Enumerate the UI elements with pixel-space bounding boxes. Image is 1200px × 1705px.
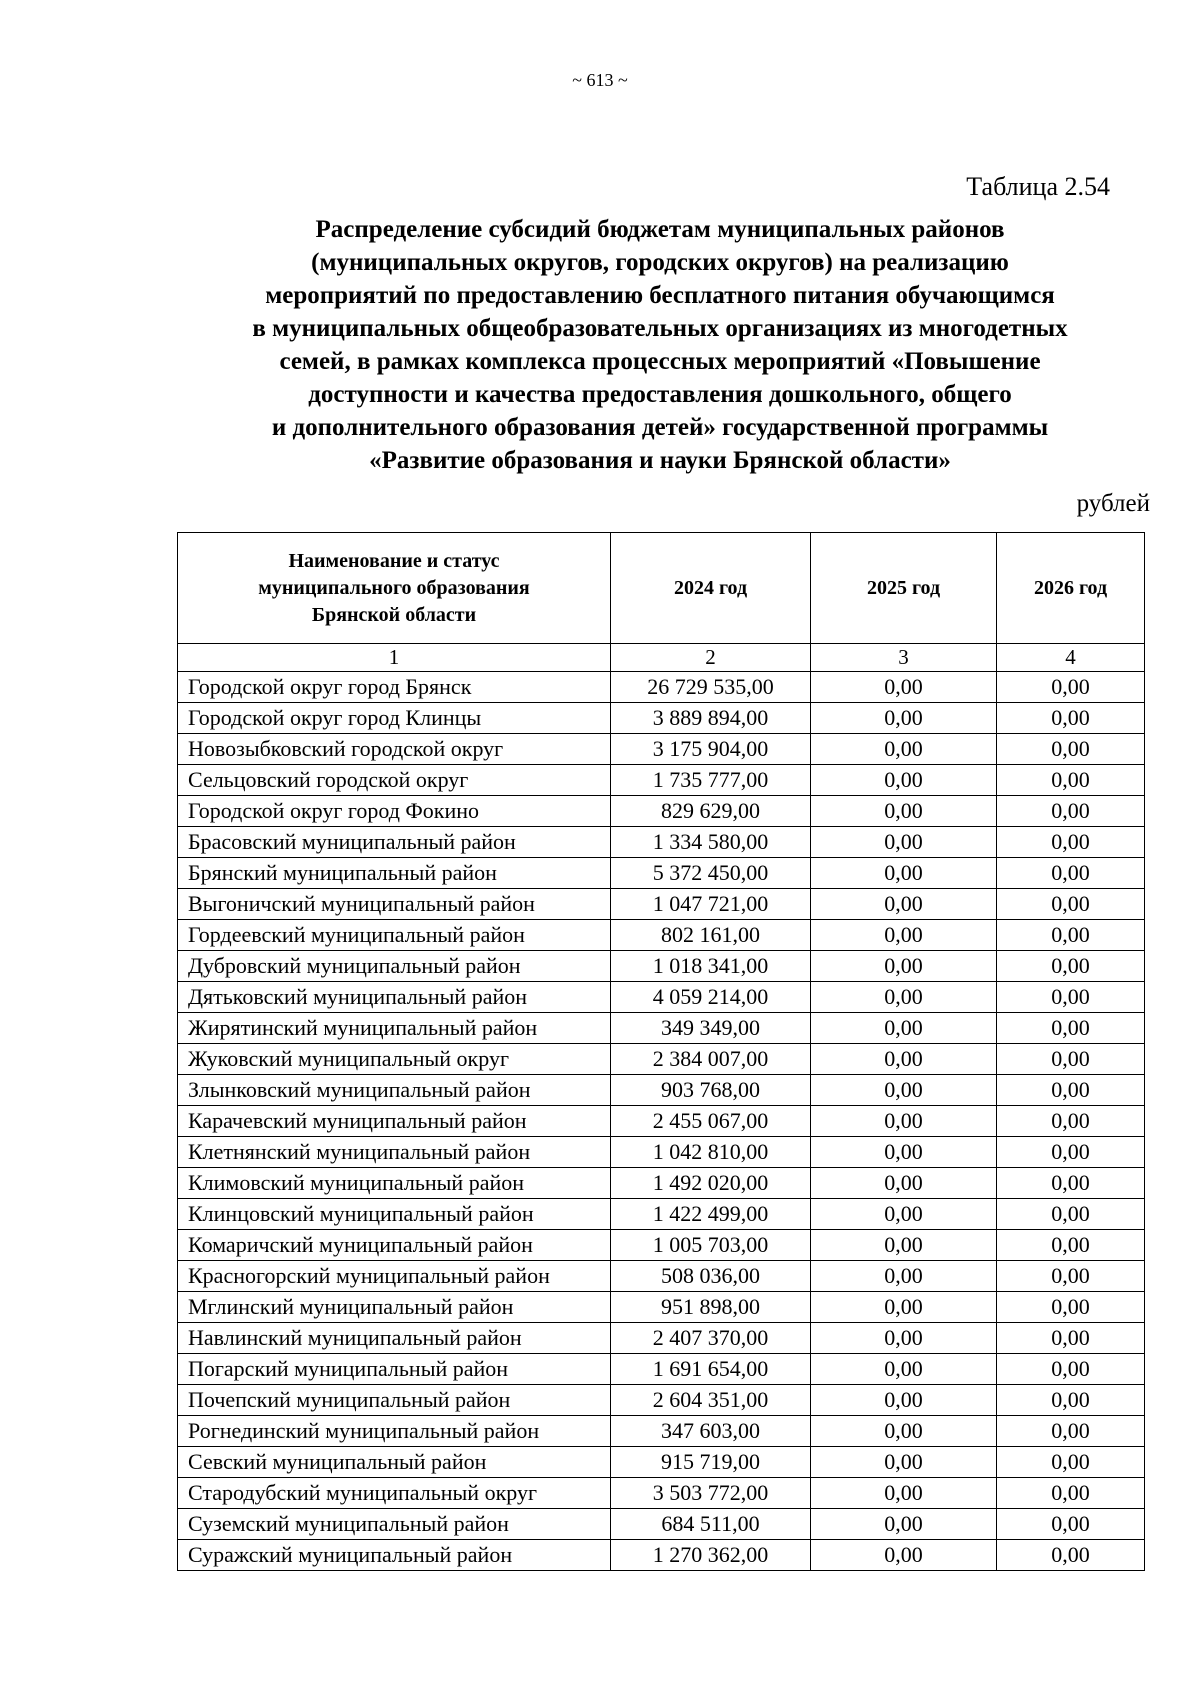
units-label: рублей xyxy=(1076,490,1150,517)
table-row xyxy=(178,1540,1145,1571)
value-2026: 0,00 xyxy=(997,982,1145,1013)
title-line: (муниципальных округов, городских округов) на реализацию xyxy=(311,249,1009,276)
row-name: Рогнединский муниципальный район xyxy=(178,1416,611,1447)
table-row xyxy=(178,1354,1145,1385)
value-2025: 0,00 xyxy=(811,1075,997,1106)
column-number: 4 xyxy=(997,644,1145,672)
title-line: и дополнительного образования детей» государственной программы xyxy=(271,414,1049,441)
table-row xyxy=(178,796,1145,827)
value-2026: 0,00 xyxy=(997,889,1145,920)
value-2025: 0,00 xyxy=(811,858,997,889)
value-2026: 0,00 xyxy=(997,1447,1145,1478)
column-numbers-row xyxy=(178,644,1145,672)
row-name: Дятьковский муниципальный район xyxy=(178,982,611,1013)
value-2026: 0,00 xyxy=(997,796,1145,827)
table-row xyxy=(178,1230,1145,1261)
value-2025: 0,00 xyxy=(811,1447,997,1478)
header-2026: 2026 год xyxy=(997,533,1145,644)
row-name: Злынковский муниципальный район xyxy=(178,1075,611,1106)
value-2026: 0,00 xyxy=(997,1540,1145,1571)
table-row xyxy=(178,1447,1145,1478)
row-name: Почепский муниципальный район xyxy=(178,1385,611,1416)
table-row xyxy=(178,1075,1145,1106)
value-2024: 349 349,00 xyxy=(611,1013,811,1044)
value-2026: 0,00 xyxy=(997,1199,1145,1230)
value-2024: 2 384 007,00 xyxy=(611,1044,811,1075)
table-row xyxy=(178,1292,1145,1323)
value-2024: 4 059 214,00 xyxy=(611,982,811,1013)
value-2024: 1 492 020,00 xyxy=(611,1168,811,1199)
value-2025: 0,00 xyxy=(811,1013,997,1044)
value-2026: 0,00 xyxy=(997,1044,1145,1075)
value-2025: 0,00 xyxy=(811,734,997,765)
value-2024: 1 422 499,00 xyxy=(611,1199,811,1230)
value-2026: 0,00 xyxy=(997,1168,1145,1199)
value-2026: 0,00 xyxy=(997,765,1145,796)
value-2026: 0,00 xyxy=(997,1013,1145,1044)
value-2024: 2 455 067,00 xyxy=(611,1106,811,1137)
table-row xyxy=(178,1199,1145,1230)
table-row xyxy=(178,765,1145,796)
subsidy-table xyxy=(177,532,1145,1571)
header-2025: 2025 год xyxy=(811,533,997,644)
row-name: Городской округ город Брянск xyxy=(178,672,611,703)
row-name: Брянский муниципальный район xyxy=(178,858,611,889)
value-2025: 0,00 xyxy=(811,1416,997,1447)
value-2026: 0,00 xyxy=(997,920,1145,951)
value-2025: 0,00 xyxy=(811,1106,997,1137)
table-row xyxy=(178,920,1145,951)
title-line: «Развитие образования и науки Брянской области» xyxy=(369,447,951,474)
value-2024: 3 889 894,00 xyxy=(611,703,811,734)
value-2024: 26 729 535,00 xyxy=(611,672,811,703)
table-row xyxy=(178,1106,1145,1137)
value-2024: 5 372 450,00 xyxy=(611,858,811,889)
table-row xyxy=(178,1168,1145,1199)
value-2026: 0,00 xyxy=(997,1292,1145,1323)
value-2024: 1 735 777,00 xyxy=(611,765,811,796)
header-name-line: Наименование и статус xyxy=(288,549,500,572)
table-row xyxy=(178,858,1145,889)
table-row xyxy=(178,1416,1145,1447)
value-2024: 829 629,00 xyxy=(611,796,811,827)
value-2024: 1 691 654,00 xyxy=(611,1354,811,1385)
table-row xyxy=(178,703,1145,734)
row-name: Погарский муниципальный район xyxy=(178,1354,611,1385)
value-2024: 1 270 362,00 xyxy=(611,1540,811,1571)
table-row xyxy=(178,1385,1145,1416)
row-name: Комаричский муниципальный район xyxy=(178,1230,611,1261)
value-2026: 0,00 xyxy=(997,1323,1145,1354)
table-row xyxy=(178,1261,1145,1292)
value-2026: 0,00 xyxy=(997,672,1145,703)
value-2026: 0,00 xyxy=(997,1509,1145,1540)
value-2025: 0,00 xyxy=(811,1478,997,1509)
value-2025: 0,00 xyxy=(811,1323,997,1354)
table-row xyxy=(178,1478,1145,1509)
table-row xyxy=(178,1323,1145,1354)
value-2024: 347 603,00 xyxy=(611,1416,811,1447)
table-row xyxy=(178,734,1145,765)
row-name: Красногорский муниципальный район xyxy=(178,1261,611,1292)
value-2025: 0,00 xyxy=(811,827,997,858)
title-line: в муниципальных общеобразовательных организациях из многодетных xyxy=(252,315,1068,342)
value-2026: 0,00 xyxy=(997,1261,1145,1292)
row-name: Жуковский муниципальный округ xyxy=(178,1044,611,1075)
table-row xyxy=(178,1044,1145,1075)
row-name: Жирятинский муниципальный район xyxy=(178,1013,611,1044)
row-name: Дубровский муниципальный район xyxy=(178,951,611,982)
row-name: Гордеевский муниципальный район xyxy=(178,920,611,951)
value-2026: 0,00 xyxy=(997,827,1145,858)
column-number: 1 xyxy=(178,644,611,672)
column-number: 2 xyxy=(611,644,811,672)
value-2025: 0,00 xyxy=(811,1044,997,1075)
value-2024: 2 407 370,00 xyxy=(611,1323,811,1354)
value-2024: 903 768,00 xyxy=(611,1075,811,1106)
value-2025: 0,00 xyxy=(811,765,997,796)
value-2025: 0,00 xyxy=(811,982,997,1013)
value-2024: 508 036,00 xyxy=(611,1261,811,1292)
value-2024: 951 898,00 xyxy=(611,1292,811,1323)
value-2025: 0,00 xyxy=(811,1540,997,1571)
row-name: Климовский муниципальный район xyxy=(178,1168,611,1199)
value-2025: 0,00 xyxy=(811,1354,997,1385)
row-name: Навлинский муниципальный район xyxy=(178,1323,611,1354)
table-label: Таблица 2.54 xyxy=(966,172,1110,201)
table-title xyxy=(160,213,1160,477)
value-2024: 3 175 904,00 xyxy=(611,734,811,765)
row-name: Новозыбковский городской округ xyxy=(178,734,611,765)
value-2026: 0,00 xyxy=(997,1137,1145,1168)
value-2025: 0,00 xyxy=(811,1292,997,1323)
value-2025: 0,00 xyxy=(811,1199,997,1230)
title-line: доступности и качества предоставления дошкольного, общего xyxy=(308,381,1012,408)
value-2024: 1 334 580,00 xyxy=(611,827,811,858)
value-2025: 0,00 xyxy=(811,703,997,734)
table-header-row xyxy=(178,533,1145,644)
value-2024: 1 047 721,00 xyxy=(611,889,811,920)
row-name: Стародубский муниципальный округ xyxy=(178,1478,611,1509)
value-2025: 0,00 xyxy=(811,920,997,951)
value-2026: 0,00 xyxy=(997,1385,1145,1416)
value-2025: 0,00 xyxy=(811,951,997,982)
title-line: Распределение субсидий бюджетам муниципальных районов xyxy=(315,216,1005,243)
table-row xyxy=(178,1509,1145,1540)
value-2026: 0,00 xyxy=(997,1230,1145,1261)
value-2024: 3 503 772,00 xyxy=(611,1478,811,1509)
value-2026: 0,00 xyxy=(997,703,1145,734)
value-2025: 0,00 xyxy=(811,672,997,703)
value-2026: 0,00 xyxy=(997,951,1145,982)
row-name: Севский муниципальный район xyxy=(178,1447,611,1478)
row-name: Брасовский муниципальный район xyxy=(178,827,611,858)
value-2025: 0,00 xyxy=(811,1230,997,1261)
value-2025: 0,00 xyxy=(811,1261,997,1292)
value-2026: 0,00 xyxy=(997,858,1145,889)
table-row xyxy=(178,951,1145,982)
row-name: Мглинский муниципальный район xyxy=(178,1292,611,1323)
page-number: ~ 613 ~ xyxy=(572,70,628,90)
value-2024: 802 161,00 xyxy=(611,920,811,951)
title-line: семей, в рамках комплекса процессных мероприятий «Повышение xyxy=(279,348,1041,375)
value-2025: 0,00 xyxy=(811,1385,997,1416)
table-row xyxy=(178,672,1145,703)
value-2024: 684 511,00 xyxy=(611,1509,811,1540)
row-name: Сельцовский городской округ xyxy=(178,765,611,796)
value-2025: 0,00 xyxy=(811,1509,997,1540)
title-line: мероприятий по предоставлению бесплатного питания обучающимся xyxy=(265,282,1055,309)
header-name-line: муниципального образования xyxy=(258,576,530,599)
table-row xyxy=(178,827,1145,858)
row-name: Клинцовский муниципальный район xyxy=(178,1199,611,1230)
column-number: 3 xyxy=(811,644,997,672)
row-name: Клетнянский муниципальный район xyxy=(178,1137,611,1168)
value-2024: 1 042 810,00 xyxy=(611,1137,811,1168)
value-2026: 0,00 xyxy=(997,1075,1145,1106)
value-2026: 0,00 xyxy=(997,1354,1145,1385)
value-2024: 915 719,00 xyxy=(611,1447,811,1478)
value-2026: 0,00 xyxy=(997,1478,1145,1509)
value-2025: 0,00 xyxy=(811,796,997,827)
value-2025: 0,00 xyxy=(811,889,997,920)
value-2026: 0,00 xyxy=(997,1106,1145,1137)
row-name: Городской округ город Клинцы xyxy=(178,703,611,734)
row-name: Выгоничский муниципальный район xyxy=(178,889,611,920)
header-2024: 2024 год xyxy=(611,533,811,644)
table-row xyxy=(178,982,1145,1013)
row-name: Суземский муниципальный район xyxy=(178,1509,611,1540)
table-row xyxy=(178,889,1145,920)
value-2026: 0,00 xyxy=(997,734,1145,765)
table-row xyxy=(178,1013,1145,1044)
value-2026: 0,00 xyxy=(997,1416,1145,1447)
row-name: Суражский муниципальный район xyxy=(178,1540,611,1571)
row-name: Карачевский муниципальный район xyxy=(178,1106,611,1137)
row-name: Городской округ город Фокино xyxy=(178,796,611,827)
value-2024: 2 604 351,00 xyxy=(611,1385,811,1416)
header-name xyxy=(178,533,611,644)
value-2025: 0,00 xyxy=(811,1168,997,1199)
value-2024: 1 005 703,00 xyxy=(611,1230,811,1261)
value-2024: 1 018 341,00 xyxy=(611,951,811,982)
header-name-line: Брянской области xyxy=(311,603,477,626)
table-row xyxy=(178,1137,1145,1168)
value-2025: 0,00 xyxy=(811,1137,997,1168)
